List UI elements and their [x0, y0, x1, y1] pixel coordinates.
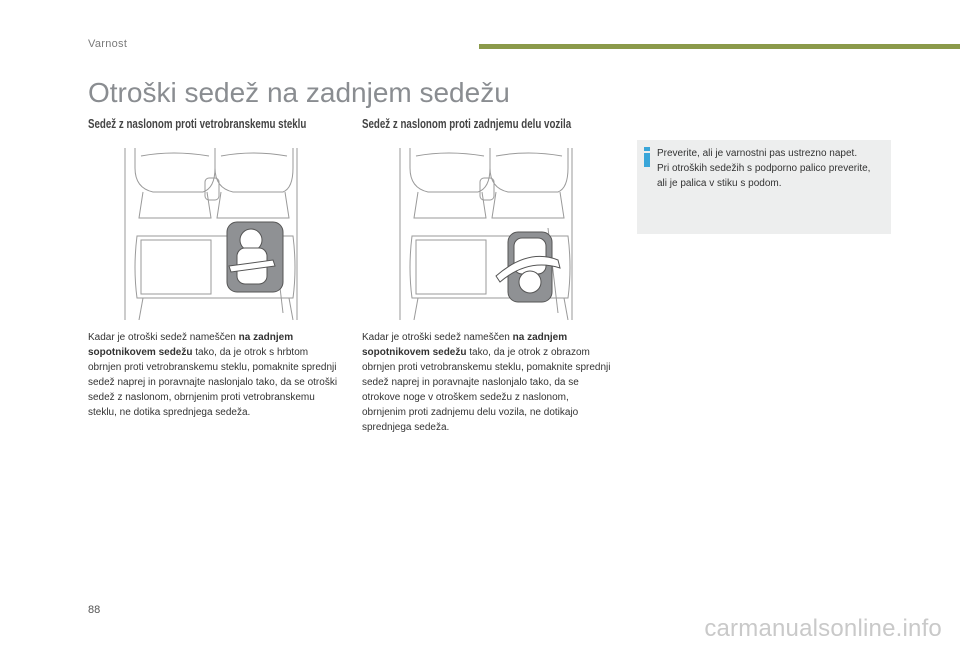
subheading-forward-facing: Sedež z naslonom proti zadnjemu delu vozila — [362, 117, 572, 131]
subheading-rear-facing: Sedež z naslonom proti vetrobranskemu steklu — [88, 117, 307, 131]
illustration-forward-facing-seat — [398, 148, 574, 320]
illustration-rear-facing-seat — [123, 148, 299, 320]
child-seat-forward-facing — [496, 232, 560, 302]
page-title: Otroški sedež na zadnjem sedežu — [88, 77, 510, 108]
child-seat-rear-facing — [227, 222, 283, 292]
info-note-box — [637, 140, 891, 234]
paragraph-forward-facing: Kadar je otroški sedež nameščen na zadnjem sopotnikovem sedežu tako, da je otrok z obrazom obrnjen proti vetrobranskemu steklu, pomaknite sprednji sedež naprej in poravnajte naslonjalo tako, da se otrokove noge v otroškem sedežu z naslonom, obrnjenim proti zadnjemu delu vozila, ne dotikajo sprednjega sedeža. — [362, 332, 611, 433]
info-icon — [644, 147, 650, 162]
section-accent-bar — [479, 44, 960, 49]
section-label: Varnost — [88, 38, 128, 50]
paragraph-rear-facing: Kadar je otroški sedež nameščen na zadnjem sopotnikovem sedežu tako, da je otrok s hrbtom obrnjen proti vetrobranskemu steklu, pomaknite sprednji sedež naprej in poravnajte naslonjalo tako, da se otroški sedež z naslonom, obrnjenim proti vetrobranskemu steklu, ne dotika sprednjega sedeža. — [88, 332, 338, 418]
info-note-text: Preverite, ali je varnostni pas ustrezno napet. Pri otroških sedežih s podporno palico preverite, ali je palica v stiku s podom. — [657, 148, 871, 189]
watermark: carmanualsonline.info — [704, 615, 942, 642]
page-number: 88 — [88, 604, 101, 616]
